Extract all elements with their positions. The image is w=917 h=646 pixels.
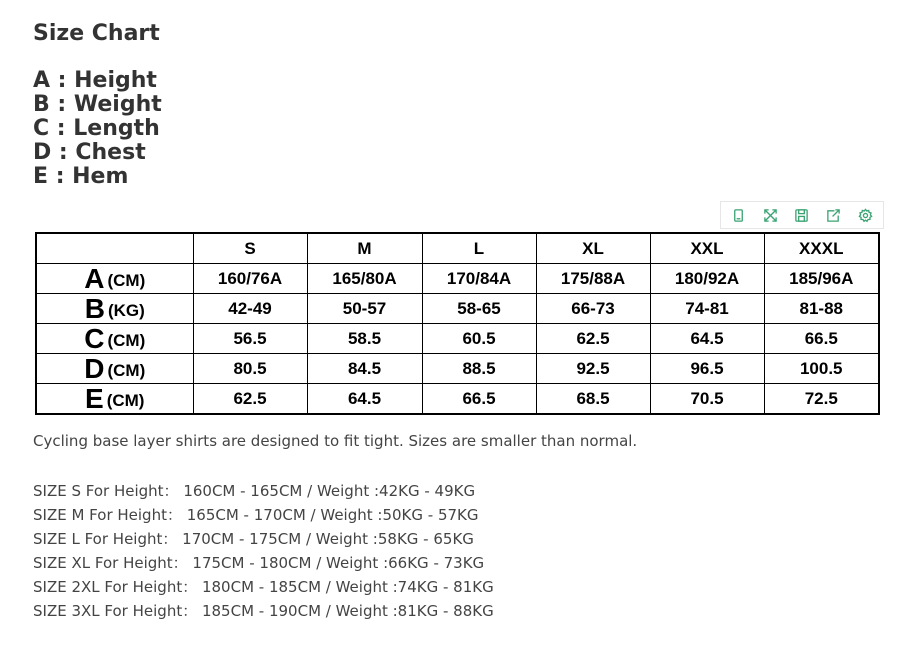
legend-item: E : Hem	[33, 164, 129, 189]
table-cell: 185/96A	[764, 264, 879, 294]
legend-item: B : Weight	[33, 92, 162, 117]
table-row	[36, 294, 879, 324]
legend-item: A : Height	[33, 68, 157, 93]
save-icon	[794, 208, 809, 223]
fullscreen-icon	[763, 208, 778, 223]
row-header	[36, 324, 193, 354]
copy-icon	[731, 208, 746, 223]
size-chart-table	[35, 232, 880, 415]
table-row	[36, 324, 879, 354]
table-cell: 170/84A	[422, 264, 536, 294]
share-button[interactable]	[822, 203, 846, 227]
column-header: XL	[536, 233, 650, 264]
table-cell: 81-88	[764, 294, 879, 324]
legend-item: D : Chest	[33, 140, 146, 165]
settings-button[interactable]	[853, 203, 877, 227]
table-row	[36, 354, 879, 384]
row-unit: (CM)	[107, 330, 146, 350]
table-row	[36, 264, 879, 294]
table-cell: 66.5	[764, 324, 879, 354]
table-cell: 66-73	[536, 294, 650, 324]
row-unit: (CM)	[106, 390, 145, 410]
row-letter: D	[84, 352, 105, 384]
size-line: SIZE S For Height： 160CM - 165CM / Weight :42KG - 49KG	[33, 482, 476, 500]
table-cell: 92.5	[536, 354, 650, 384]
column-header: L	[422, 233, 536, 264]
row-letter: B	[84, 292, 105, 324]
table-row	[36, 384, 879, 415]
size-line: SIZE XL For Height： 175CM - 180CM / Weight :66KG - 73KG	[33, 554, 485, 572]
row-unit: (KG)	[107, 300, 145, 320]
column-header: M	[307, 233, 422, 264]
table-cell: 60.5	[422, 324, 536, 354]
row-header	[36, 384, 193, 415]
table-cell: 56.5	[193, 324, 307, 354]
table-cell: 58-65	[422, 294, 536, 324]
size-line: SIZE L For Height： 170CM - 175CM / Weight :58KG - 65KG	[33, 530, 474, 548]
table-cell: 58.5	[307, 324, 422, 354]
fullscreen-button[interactable]	[758, 203, 782, 227]
column-header: S	[193, 233, 307, 264]
table-cell: 68.5	[536, 384, 650, 415]
table-header-row	[36, 233, 879, 264]
table-cell: 64.5	[307, 384, 422, 415]
table-toolbar	[720, 201, 884, 229]
table-cell: 175/88A	[536, 264, 650, 294]
column-header: XXXL	[764, 233, 879, 264]
table-cell: 160/76A	[193, 264, 307, 294]
row-header	[36, 354, 193, 384]
table-cell: 64.5	[650, 324, 764, 354]
row-letter: E	[85, 382, 104, 414]
table-cell: 72.5	[764, 384, 879, 415]
settings-icon	[858, 208, 873, 223]
table-cell: 74-81	[650, 294, 764, 324]
table-cell: 70.5	[650, 384, 764, 415]
share-icon	[826, 208, 841, 223]
column-header: XXL	[650, 233, 764, 264]
table-cell: 66.5	[422, 384, 536, 415]
row-header	[36, 294, 193, 324]
table-cell: 62.5	[536, 324, 650, 354]
table-cell: 50-57	[307, 294, 422, 324]
row-unit: (CM)	[107, 270, 146, 290]
copy-button[interactable]	[727, 203, 751, 227]
table-cell: 165/80A	[307, 264, 422, 294]
table-cell: 180/92A	[650, 264, 764, 294]
size-line: SIZE 2XL For Height： 180CM - 185CM / Weight :74KG - 81KG	[33, 578, 494, 596]
row-unit: (CM)	[107, 360, 146, 380]
page-title: Size Chart	[33, 21, 160, 46]
table-cell: 88.5	[422, 354, 536, 384]
table-cell: 80.5	[193, 354, 307, 384]
size-line: SIZE 3XL For Height： 185CM - 190CM / Weight :81KG - 88KG	[33, 602, 494, 620]
fit-note: Cycling base layer shirts are designed to fit tight. Sizes are smaller than normal.	[33, 432, 638, 450]
size-line: SIZE M For Height： 165CM - 170CM / Weight :50KG - 57KG	[33, 506, 479, 524]
table-cell: 100.5	[764, 354, 879, 384]
row-letter: C	[84, 322, 105, 354]
table-cell: 84.5	[307, 354, 422, 384]
legend-item: C : Length	[33, 116, 160, 141]
row-header	[36, 264, 193, 294]
save-button[interactable]	[790, 203, 814, 227]
corner-cell	[36, 233, 193, 264]
size-guide-list	[33, 479, 494, 623]
measurement-legend	[33, 69, 162, 189]
row-letter: A	[84, 262, 105, 294]
table-cell: 62.5	[193, 384, 307, 415]
table-cell: 96.5	[650, 354, 764, 384]
table-cell: 42-49	[193, 294, 307, 324]
